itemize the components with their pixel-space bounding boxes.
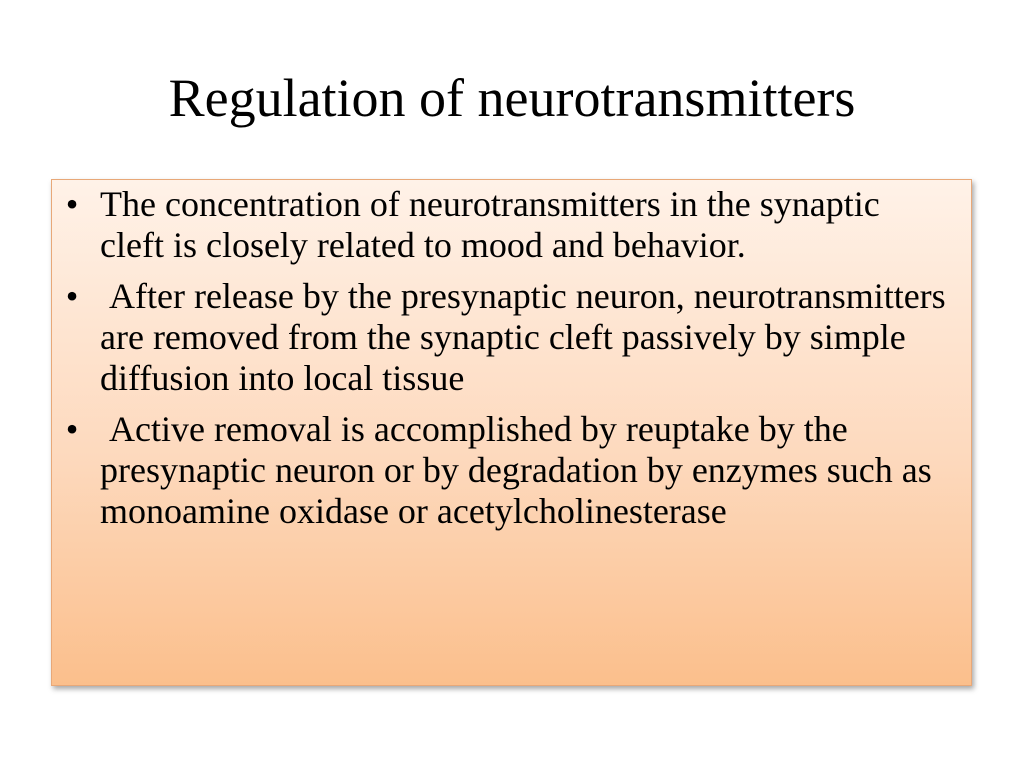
bullet-item xyxy=(52,409,951,532)
bullet-item xyxy=(52,276,955,399)
bullet-icon: • xyxy=(65,276,79,316)
bullet-icon: • xyxy=(65,409,79,449)
bullet-text: After release by the presynaptic neuron, neurotransmitters are removed from the synaptic cleft passively by simple diffusion into local tissue xyxy=(100,276,955,398)
bullet-text: The concentration of neurotransmitters in the synaptic cleft is closely related to mood and behavior. xyxy=(100,184,889,265)
bullet-text: Active removal is accomplished by reuptake by the presynaptic neuron or by degradation by enzymes such as monoamine oxidase or acetylcholinesterase xyxy=(100,409,941,531)
bullet-icon: • xyxy=(65,184,79,224)
slide-title: Regulation of neurotransmitters xyxy=(168,68,856,128)
content-box xyxy=(51,179,972,686)
bullet-item xyxy=(52,184,951,266)
bullet-list xyxy=(52,180,971,532)
